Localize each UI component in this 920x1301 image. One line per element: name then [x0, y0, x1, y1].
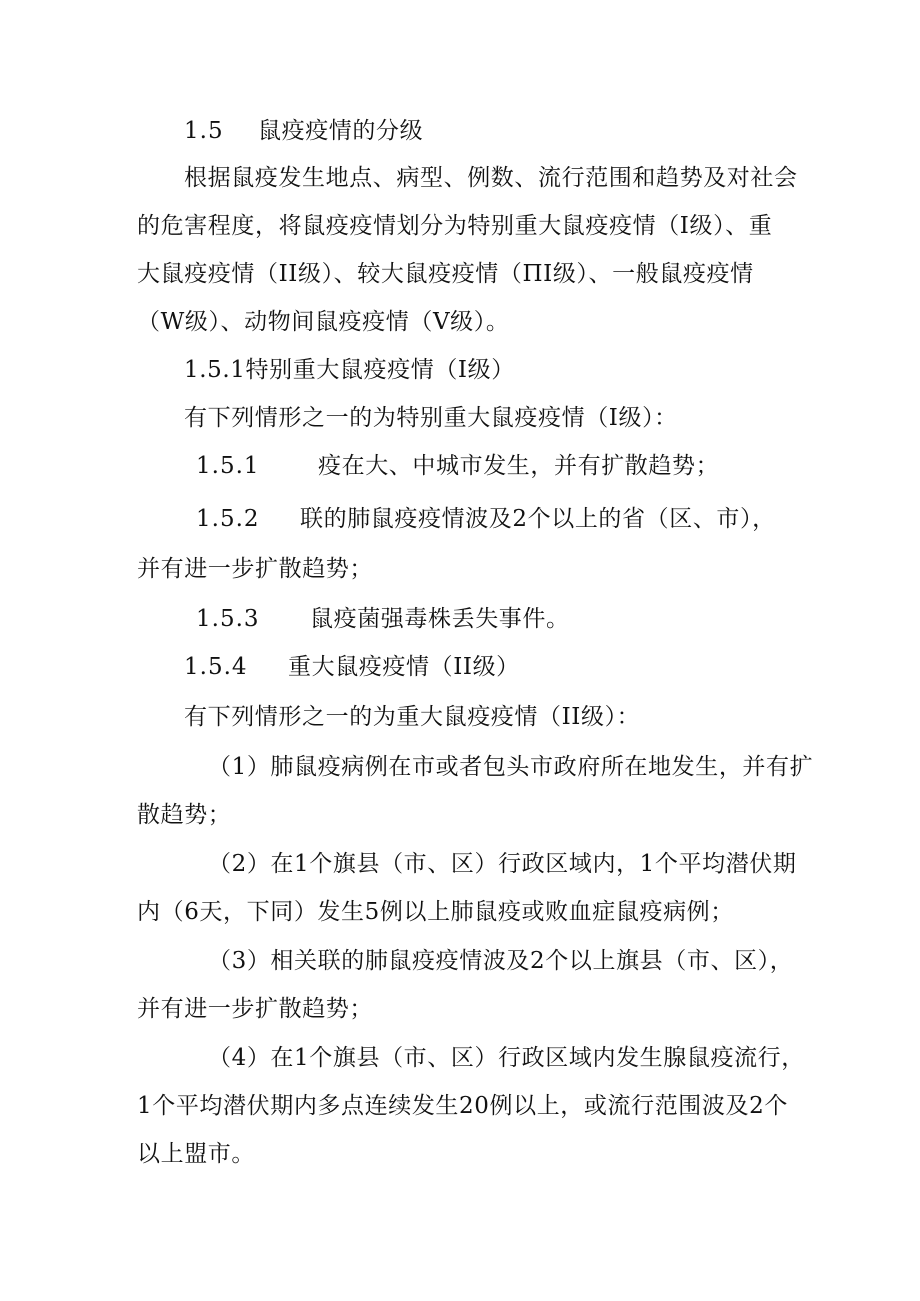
- paragraph-line: 根据鼠疫发生地点、病型、例数、流行范围和趋势及对社会: [184, 165, 798, 191]
- section-title: 鼠疫疫情的分级: [258, 118, 424, 144]
- clause-line: 内（6天，下同）发生5例以上肺鼠疫或败血症鼠疫病例；: [137, 899, 734, 925]
- clause-line: 以上盟市。: [137, 1141, 255, 1167]
- subsection-heading-1-5-4: [184, 651, 520, 683]
- section-heading-1-5: [184, 115, 423, 147]
- paragraph-line: 大鼠疫疫情（II级）、较大鼠疫疫情（ΠI级）、一般鼠疫疫情: [137, 261, 754, 287]
- section-number: 1.5: [184, 118, 224, 144]
- clause-line: 并有进一步扩散趋势；: [137, 996, 373, 1022]
- clause-line: （4）在1个旗县（市、区）行政区域内发生腺鼠疫流行，: [208, 1045, 805, 1071]
- paragraph-line: （W级）、动物间鼠疫疫情（V级）。: [137, 309, 510, 335]
- subsection-heading-1-5-1: 1.5.1特别重大鼠疫疫情（I级）: [184, 357, 515, 383]
- clause-line: 散趋势；: [137, 802, 232, 828]
- clause-line: （3）相关联的肺鼠疫疫情波及2个以上旗县（市、区），: [208, 948, 794, 974]
- paragraph-line: 的危害程度，将鼠疫疫情划分为特别重大鼠疫疫情（Ⅰ级）、重: [137, 213, 773, 239]
- clause-line: （1）肺鼠疫病例在市或者包头市政府所在地发生，并有扩: [208, 754, 814, 780]
- section-number: 1.5.4: [184, 654, 248, 680]
- item-text: 联的肺鼠疫疫情波及2个以上的省（区、市），: [300, 506, 776, 532]
- list-item: [196, 603, 570, 635]
- item-text: 鼠疫菌强毒株丢失事件。: [310, 606, 570, 632]
- item-number: 1.5.2: [196, 506, 260, 532]
- section-title: 重大鼠疫疫情（II级）: [288, 654, 520, 680]
- paragraph-line: 有下列情形之一的为特别重大鼠疫疫情（I级）：: [184, 405, 678, 431]
- clause-line: （2）在1个旗县（市、区）行政区域内，1个平均潜伏期: [208, 851, 797, 877]
- item-number: 1.5.3: [196, 606, 260, 632]
- item-number: 1.5.1: [196, 453, 260, 479]
- list-item: [196, 503, 776, 535]
- paragraph-line: 有下列情形之一的为重大鼠疫疫情（II级）：: [184, 704, 641, 730]
- clause-line: 1个平均潜伏期内多点连续发生20例以上，或流行范围波及2个: [137, 1093, 788, 1119]
- item-text: 疫在大、中城市发生，并有扩散趋势；: [318, 453, 720, 479]
- list-item: [196, 450, 719, 482]
- paragraph-line: 并有进一步扩散趋势；: [137, 556, 373, 582]
